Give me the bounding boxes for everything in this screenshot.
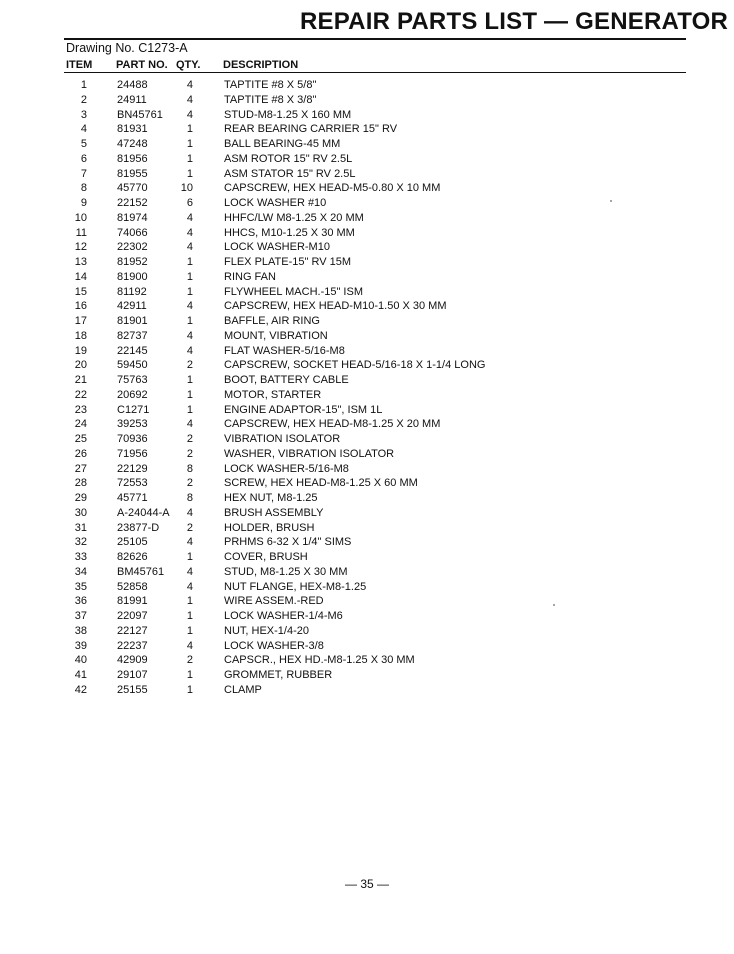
quantity: 1 (186, 315, 193, 327)
table-row (0, 565, 734, 580)
quantity: 10 (180, 182, 193, 195)
table-row (0, 122, 734, 137)
description: TAPTITE #8 X 3/8" (224, 93, 317, 106)
table-row (0, 535, 734, 550)
table-row (0, 491, 734, 506)
description: PRHMS 6-32 X 1/4" SIMS (224, 536, 352, 549)
item-number: 4 (80, 123, 87, 136)
description: STUD-M8-1.25 X 160 MM (224, 108, 352, 121)
item-number: 27 (74, 462, 87, 475)
item-number: 38 (74, 624, 87, 637)
description: TAPTITE #8 X 5/8" (224, 79, 317, 91)
part-number: 22302 (117, 241, 148, 254)
quantity: 1 (186, 610, 193, 622)
part-number: BN45761 (117, 108, 163, 121)
table-row (0, 314, 734, 329)
description: RING FAN (224, 270, 276, 283)
part-number: 42911 (117, 300, 147, 313)
part-number: 22237 (117, 639, 148, 652)
item-number: 29 (74, 492, 87, 504)
part-number: 70936 (117, 433, 148, 445)
quantity: 2 (186, 477, 193, 490)
table-row (0, 344, 734, 359)
table-row (0, 255, 734, 270)
description: NUT FLANGE, HEX-M8-1.25 (224, 580, 367, 593)
quantity: 4 (186, 300, 193, 313)
table-row (0, 226, 734, 241)
table-row (0, 78, 734, 93)
description: ASM ROTOR 15" RV 2.5L (224, 152, 353, 165)
quantity: 4 (186, 93, 193, 106)
part-number: 39253 (117, 418, 148, 431)
quantity: 1 (186, 374, 193, 386)
table-row (0, 580, 734, 595)
description: FLEX PLATE-15" RV 15M (224, 256, 351, 268)
table-row (0, 358, 734, 373)
item-number: 15 (74, 285, 87, 298)
part-number: 82626 (117, 551, 148, 563)
quantity: 1 (186, 270, 193, 283)
table-row (0, 373, 734, 388)
table-row (0, 93, 734, 108)
quantity: 1 (186, 285, 193, 298)
description: BAFFLE, AIR RING (224, 315, 320, 327)
quantity: 2 (186, 654, 193, 667)
item-number: 7 (80, 167, 87, 180)
page-number: — 35 — (344, 877, 389, 891)
quantity: 4 (186, 580, 193, 593)
description: NUT, HEX-1/4-20 (224, 624, 309, 637)
item-number: 22 (74, 388, 87, 401)
table-row (0, 476, 734, 491)
part-number: 25105 (117, 536, 148, 549)
item-number: 12 (74, 241, 87, 254)
description: ASM STATOR 15" RV 2.5L (224, 167, 356, 180)
part-number: 24911 (117, 93, 147, 106)
table-row (0, 196, 734, 211)
table-row (0, 683, 734, 698)
item-number: 28 (74, 477, 87, 490)
description: VIBRATION ISOLATOR (224, 433, 341, 445)
item-number: 33 (74, 551, 87, 563)
part-number: 22127 (117, 624, 148, 637)
table-row (0, 403, 734, 418)
part-number: C1271 (117, 403, 150, 416)
part-number: 81991 (117, 595, 148, 608)
part-number: 81952 (117, 256, 148, 268)
table-row (0, 329, 734, 344)
item-number: 41 (74, 669, 87, 681)
parts-table (0, 78, 734, 698)
table-row (0, 668, 734, 683)
scan-speck (610, 200, 612, 202)
item-number: 14 (74, 270, 87, 283)
item-number: 32 (74, 536, 87, 549)
item-number: 11 (75, 226, 87, 239)
item-number: 36 (74, 595, 87, 608)
quantity: 1 (186, 683, 193, 696)
quantity: 1 (186, 669, 193, 681)
item-number: 2 (80, 93, 87, 106)
quantity: 4 (186, 79, 193, 91)
table-row (0, 653, 734, 668)
item-number: 18 (74, 329, 87, 342)
item-number: 21 (74, 374, 87, 386)
table-row (0, 506, 734, 521)
table-row (0, 417, 734, 432)
item-number: 40 (74, 654, 87, 667)
quantity: 4 (186, 108, 193, 121)
part-number: 74066 (117, 226, 148, 239)
table-row (0, 211, 734, 226)
item-number: 3 (80, 108, 87, 121)
table-row (0, 152, 734, 167)
description: CAPSCREW, HEX HEAD-M8-1.25 X 20 MM (224, 418, 441, 431)
item-number: 31 (74, 521, 87, 534)
item-number: 34 (74, 565, 87, 578)
part-number: 42909 (117, 654, 148, 667)
item-number: 13 (74, 256, 87, 268)
part-number: 71956 (117, 447, 148, 460)
table-row (0, 285, 734, 300)
item-number: 16 (74, 300, 87, 313)
part-number: 59450 (117, 359, 148, 372)
description: HHCS, M10-1.25 X 30 MM (224, 226, 355, 239)
part-number: BM45761 (117, 565, 165, 578)
item-number: 17 (74, 315, 87, 327)
item-number: 19 (74, 344, 87, 357)
table-row (0, 137, 734, 152)
table-row (0, 447, 734, 462)
description: CLAMP (224, 683, 262, 696)
item-number: 42 (74, 683, 87, 696)
quantity: 2 (186, 447, 193, 460)
table-row (0, 624, 734, 639)
quantity: 1 (186, 138, 193, 150)
description: STUD, M8-1.25 X 30 MM (224, 565, 348, 578)
part-number: 45770 (117, 182, 148, 195)
part-number: 24488 (117, 79, 148, 91)
item-number: 10 (74, 211, 87, 224)
part-number: 75763 (117, 374, 148, 386)
drawing-number: Drawing No. C1273-A (66, 41, 188, 55)
quantity: 4 (186, 241, 193, 254)
part-number: 47248 (117, 138, 148, 150)
description: MOTOR, STARTER (224, 388, 322, 401)
quantity: 4 (186, 506, 193, 519)
description: MOUNT, VIBRATION (224, 329, 328, 342)
part-number: 81900 (117, 270, 148, 283)
description: CAPSCREW, SOCKET HEAD-5/16-18 X 1-1/4 LONG (224, 359, 486, 372)
column-header-description: DESCRIPTION (223, 59, 299, 71)
title-rule (64, 38, 686, 40)
description: BALL BEARING-45 MM (224, 138, 341, 150)
quantity: 1 (186, 624, 193, 637)
description: FLYWHEEL MACH.-15" ISM (224, 285, 363, 298)
table-row (0, 240, 734, 255)
part-number: 81931 (117, 123, 148, 136)
table-row (0, 432, 734, 447)
item-number: 30 (74, 506, 87, 519)
part-number: 81974 (117, 211, 148, 224)
quantity: 1 (186, 403, 193, 416)
scan-speck (553, 604, 555, 606)
part-number: 22145 (117, 344, 148, 357)
part-number: 22129 (117, 462, 148, 475)
part-number: 29107 (117, 669, 148, 681)
part-number: 82737 (117, 329, 148, 342)
table-row (0, 181, 734, 196)
header-rule (64, 72, 686, 73)
table-row (0, 609, 734, 624)
table-row (0, 594, 734, 609)
description: REAR BEARING CARRIER 15" RV (224, 123, 398, 136)
description: LOCK WASHER-3/8 (224, 639, 324, 652)
quantity: 1 (186, 167, 193, 180)
description: BOOT, BATTERY CABLE (224, 374, 349, 386)
table-row (0, 521, 734, 536)
table-row (0, 108, 734, 123)
page-title: REPAIR PARTS LIST — GENERATOR (300, 8, 729, 35)
description: HOLDER, BRUSH (224, 521, 315, 534)
quantity: 6 (186, 197, 193, 209)
quantity: 2 (186, 433, 193, 445)
description: COVER, BRUSH (224, 551, 308, 563)
part-number: 22152 (117, 197, 148, 209)
quantity: 4 (186, 639, 193, 652)
quantity: 1 (186, 256, 193, 268)
part-number: 52858 (117, 580, 148, 593)
item-number: 25 (74, 433, 87, 445)
part-number: 81192 (117, 285, 147, 298)
description: ENGINE ADAPTOR-15", ISM 1L (224, 403, 383, 416)
part-number: 81901 (117, 315, 148, 327)
part-number: 72553 (117, 477, 148, 490)
part-number: 22097 (117, 610, 148, 622)
quantity: 1 (186, 595, 193, 608)
part-number: 45771 (117, 492, 148, 504)
description: LOCK WASHER-1/4-M6 (224, 610, 343, 622)
description: BRUSH ASSEMBLY (224, 506, 324, 519)
part-number: 23877-D (117, 521, 160, 534)
table-row (0, 388, 734, 403)
description: LOCK WASHER-5/16-M8 (224, 462, 349, 475)
quantity: 1 (186, 152, 193, 165)
item-number: 5 (80, 138, 87, 150)
description: GROMMET, RUBBER (224, 669, 333, 681)
description: LOCK WASHER-M10 (224, 241, 330, 254)
column-header-item: ITEM (66, 59, 93, 71)
quantity: 1 (186, 388, 193, 401)
quantity: 4 (186, 211, 193, 224)
table-row (0, 299, 734, 314)
item-number: 37 (74, 610, 87, 622)
item-number: 23 (74, 403, 87, 416)
table-row (0, 550, 734, 565)
quantity: 4 (186, 226, 193, 239)
description: CAPSCREW, HEX HEAD-M5-0.80 X 10 MM (224, 182, 441, 195)
table-row (0, 462, 734, 477)
item-number: 20 (74, 359, 87, 372)
table-row (0, 639, 734, 654)
item-number: 26 (74, 447, 87, 460)
description: CAPSCR., HEX HD.-M8-1.25 X 30 MM (224, 654, 415, 667)
description: FLAT WASHER-5/16-M8 (224, 344, 345, 357)
description: WASHER, VIBRATION ISOLATOR (224, 447, 395, 460)
quantity: 4 (186, 344, 193, 357)
part-number: 20692 (117, 388, 148, 401)
table-row (0, 167, 734, 182)
part-number: 25155 (117, 683, 148, 696)
quantity: 4 (186, 565, 193, 578)
item-number: 24 (74, 418, 87, 431)
part-number: 81956 (117, 152, 148, 165)
item-number: 9 (80, 197, 87, 209)
column-header-part-no: PART NO. (116, 59, 168, 71)
quantity: 4 (186, 329, 193, 342)
quantity: 8 (186, 462, 193, 475)
description: HHFC/LW M8-1.25 X 20 MM (224, 211, 364, 224)
quantity: 2 (186, 521, 193, 534)
description: HEX NUT, M8-1.25 (224, 492, 318, 504)
quantity: 1 (186, 551, 193, 563)
item-number: 8 (80, 182, 87, 195)
quantity: 8 (186, 492, 193, 504)
description: CAPSCREW, HEX HEAD-M10-1.50 X 30 MM (224, 300, 447, 313)
quantity: 2 (186, 359, 193, 372)
item-number: 35 (74, 580, 87, 593)
quantity: 4 (186, 418, 193, 431)
description: LOCK WASHER #10 (224, 197, 327, 209)
column-header-qty: QTY. (176, 59, 201, 71)
quantity: 4 (186, 536, 193, 549)
item-number: 39 (74, 639, 87, 652)
table-row (0, 270, 734, 285)
description: SCREW, HEX HEAD-M8-1.25 X 60 MM (224, 477, 418, 490)
item-number: 6 (80, 152, 87, 165)
part-number: 81955 (117, 167, 148, 180)
item-number: 1 (80, 79, 87, 91)
part-number: A-24044-A (117, 506, 170, 519)
quantity: 1 (186, 123, 193, 136)
description: WIRE ASSEM.-RED (224, 595, 324, 608)
